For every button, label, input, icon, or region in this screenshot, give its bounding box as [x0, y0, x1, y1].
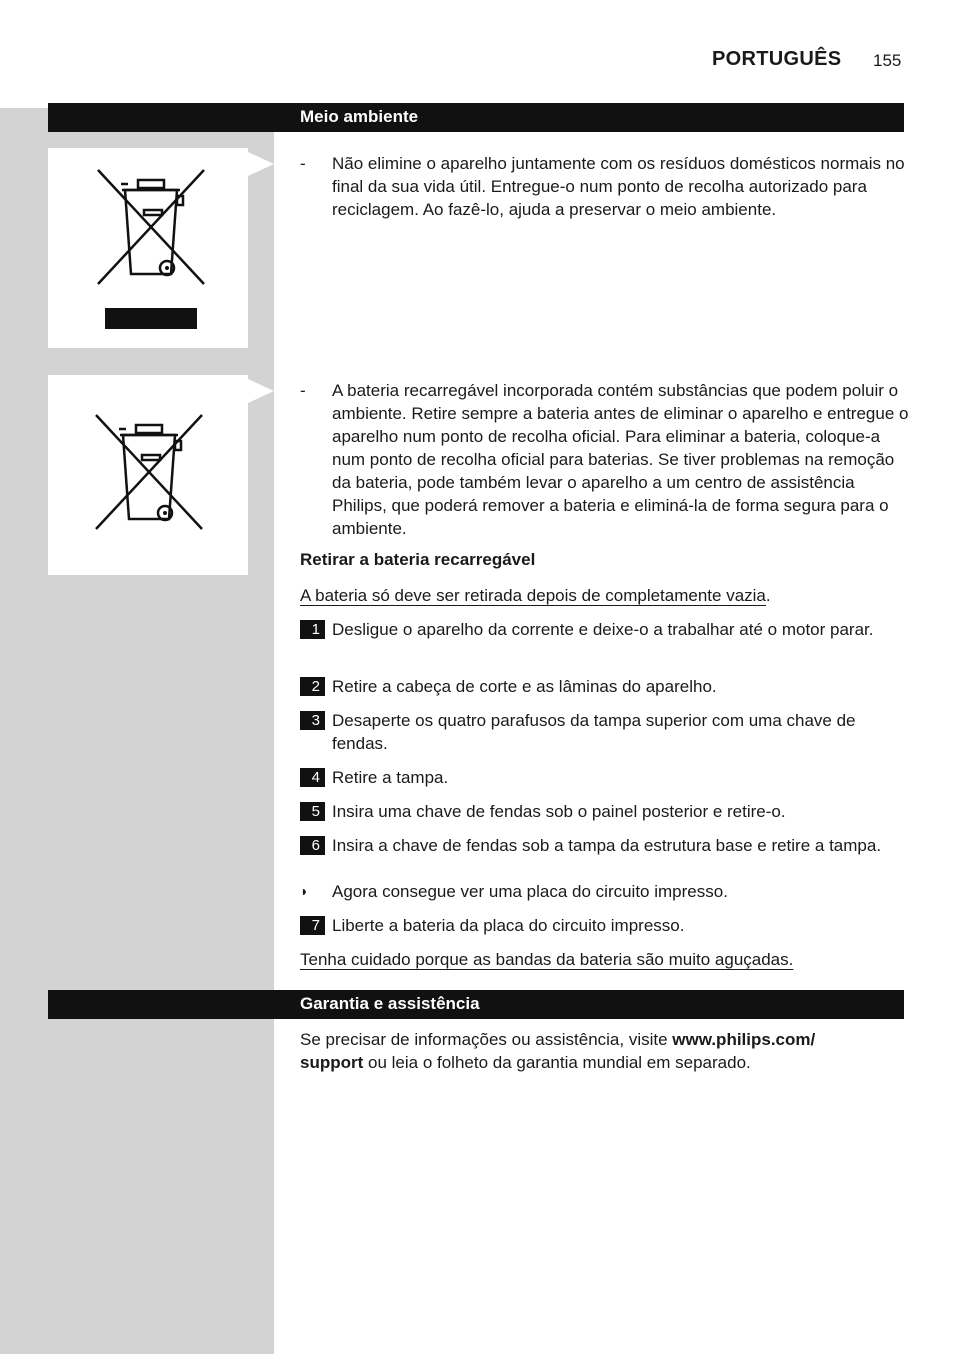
battery-recycling-icon-panel [48, 375, 248, 575]
step-4 [300, 766, 910, 789]
panel-pointer [248, 379, 274, 403]
section-bar-warranty [48, 990, 904, 1019]
panel-pointer [248, 152, 274, 176]
battery-note-period: . [765, 586, 771, 605]
caution-note: Tenha cuidado porque as bandas da bateria são muito aguçadas. [300, 950, 794, 969]
crossed-out-wheelie-bin-icon [48, 375, 248, 575]
environment-item-2 [300, 379, 910, 540]
step-text: Desligue o aparelho da corrente e deixe-o a trabalhar até o motor parar. [332, 620, 874, 639]
step-5 [300, 800, 910, 823]
warranty-text-before: Se precisar de informações ou assistência, visite [300, 1030, 673, 1049]
step-number: 2 [300, 677, 325, 696]
step-number: 3 [300, 711, 325, 730]
page-number: 155 [873, 51, 902, 70]
result-text: Agora consegue ver uma placa do circuito impresso. [332, 882, 728, 901]
step-6 [300, 834, 910, 857]
step-text: Retire a tampa. [332, 768, 449, 787]
step-1 [300, 618, 910, 641]
warranty-text-after: ou leia o folheto da garantia mundial em separado. [363, 1053, 751, 1072]
dash-bullet: - [300, 381, 306, 400]
step-number: 7 [300, 916, 325, 935]
step-number: 5 [300, 802, 325, 821]
page-language-header: PORTUGUÊS [712, 48, 842, 70]
step-result [300, 880, 910, 903]
step-number: 6 [300, 836, 325, 855]
battery-note [300, 584, 771, 607]
step-3 [300, 709, 910, 755]
section-bar-environment [48, 103, 904, 132]
support-url-link-cont[interactable]: support [300, 1053, 364, 1072]
step-7 [300, 914, 910, 937]
step-2 [300, 675, 910, 698]
section-title: Garantia e assistência [300, 994, 480, 1013]
environment-item-2-text: A bateria recarregável incorporada contém substâncias que podem poluir o ambiente. Retire sempre a bateria antes de eliminar o aparelho e entregue o aparelho num ponto de recolha oficial. Para eliminar a bateria, coloque-a num ponto de recolha oficial para baterias. Se tiver problemas na remoção da bateria, pode também levar o aparelho a um centro de assistência Philips, que poderá remover a bateria e eliminá-la de forma segura para o ambiente. [332, 381, 909, 538]
step-text: Liberte a bateria da placa do circuito impresso. [332, 916, 685, 935]
battery-note-text: A bateria só deve ser retirada depois de completamente vazia [300, 586, 766, 605]
step-text: Retire a cabeça de corte e as lâminas do aparelho. [332, 677, 717, 696]
recycling-icon-panel [48, 148, 248, 348]
step-number: 1 [300, 620, 325, 639]
step-text: Insira a chave de fendas sob a tampa da estrutura base e retire a tampa. [332, 836, 882, 855]
step-text: Desaperte os quatro parafusos da tampa superior com uma chave de fendas. [332, 711, 856, 753]
support-url-link[interactable]: www.philips.com/ [672, 1030, 816, 1049]
environment-item-1 [300, 152, 910, 221]
step-text: Insira uma chave de fendas sob o painel posterior e retire-o. [332, 802, 786, 821]
battery-removal-heading: Retirar a bateria recarregável [300, 550, 536, 569]
environment-item-1-text: Não elimine o aparelho juntamente com os resíduos domésticos normais no final da sua vida útil. Entregue-o num ponto de recolha autorizado para reciclagem. Ao fazê-lo, ajuda a preservar o meio ambiente. [332, 154, 905, 219]
result-arrow-icon: ◗ [300, 883, 309, 899]
dash-bullet: - [300, 154, 306, 173]
step-number: 4 [300, 768, 325, 787]
warranty-paragraph [300, 1028, 860, 1074]
section-title: Meio ambiente [300, 107, 419, 126]
crossed-out-wheelie-bin-icon [48, 148, 248, 348]
